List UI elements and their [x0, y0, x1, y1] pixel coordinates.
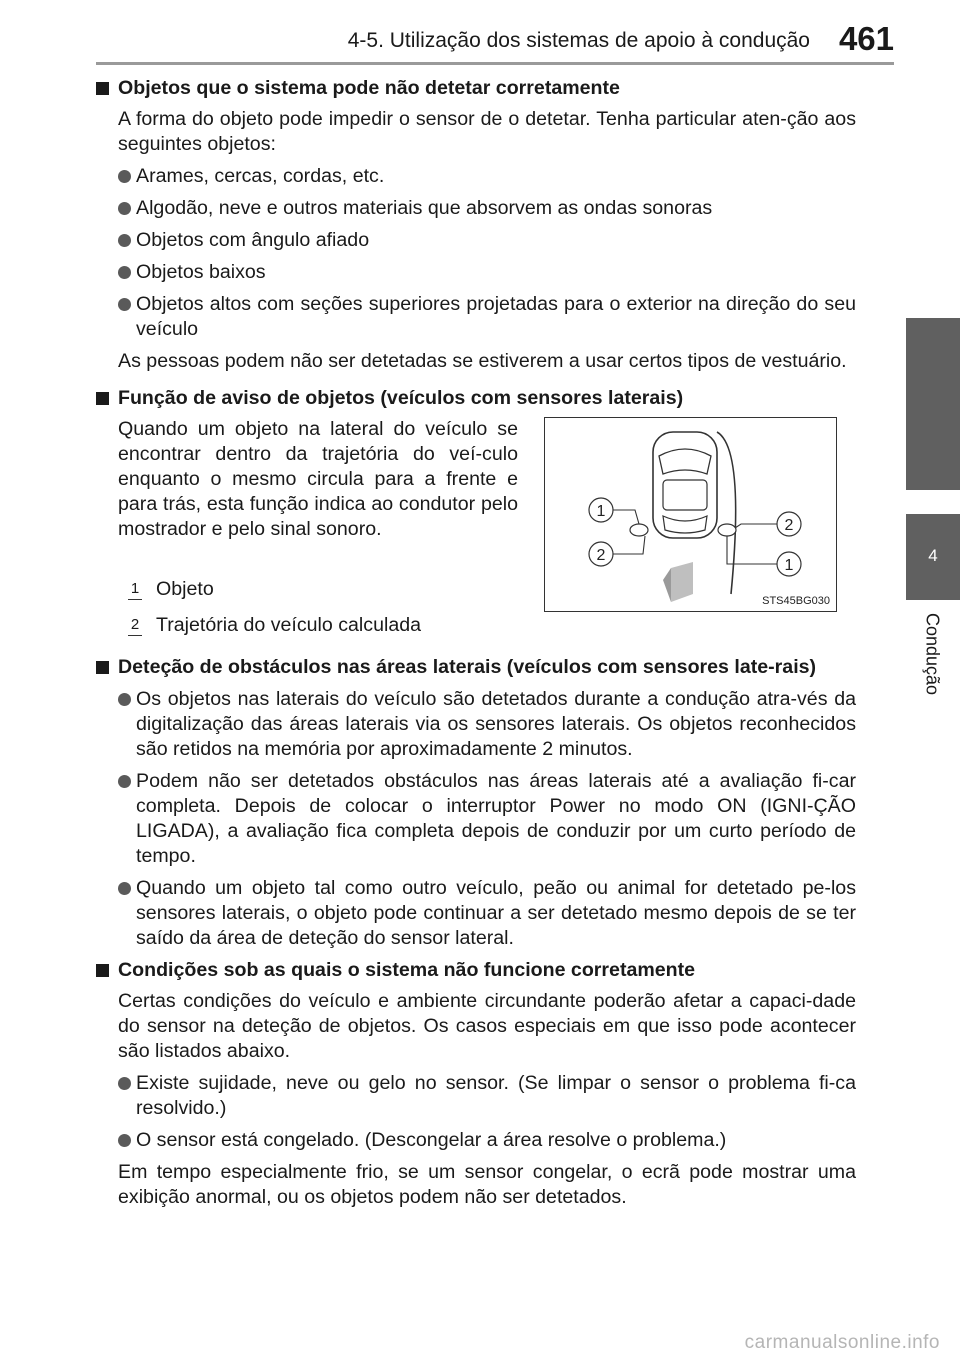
square-bullet-icon: [96, 661, 109, 674]
callout-1-left-label: 1: [596, 503, 606, 520]
callout-1-left-leader: [613, 510, 639, 524]
chapter-number: 4: [928, 546, 938, 565]
legend-label: Objeto: [156, 578, 214, 600]
legend-item: [128, 577, 214, 602]
square-bullet-icon: [96, 82, 109, 95]
page-content: [96, 76, 856, 1210]
circle-bullet-icon: [118, 775, 131, 788]
paragraph: Quando um objeto na lateral do veículo se encontrar dentro da trajetória do veí-culo enquanto o mesmo circula para a frente e para trás, esta função indica ao condutor pelo mostrador e pelo sinal sonoro.: [118, 418, 518, 540]
callout-2-right-leader: [735, 524, 777, 528]
header-rule: [96, 62, 894, 65]
trajectory-line: [717, 432, 736, 594]
circle-bullet-icon: [118, 298, 131, 311]
page-number: 461: [838, 20, 894, 57]
legend-number: 1: [128, 579, 142, 600]
section-title: 4-5. Utilização dos sistemas de apoio à condução: [347, 29, 810, 52]
circle-bullet-icon: [118, 693, 131, 706]
windshield-icon: [659, 449, 711, 474]
square-bullet-icon: [96, 964, 109, 977]
figure-text: [118, 417, 518, 636]
list-item: Existe sujidade, neve ou gelo no sensor. (Se limpar o sensor o problema fi-ca resolvido.): [96, 1071, 856, 1121]
paragraph: Em tempo especialmente frio, se um sensor congelar, o ecrã pode mostrar uma exibição anormal, ou os objetos podem não ser detetados.: [118, 1161, 856, 1208]
chapter-label-box: [918, 604, 946, 704]
section-heading: Objetos que o sistema pode não detetar corretamente: [96, 76, 856, 101]
legend-label: Trajetória do veículo calculada: [156, 614, 422, 636]
circle-bullet-icon: [118, 234, 131, 247]
list-item: Objetos altos com seções superiores projetadas para o exterior na direção do seu veículo: [96, 292, 856, 342]
paragraph: As pessoas podem não ser detetadas se estiverem a usar certos tipos de vestuário.: [118, 350, 847, 372]
chapter-label: Condução: [922, 612, 943, 696]
legend-number: 2: [128, 615, 142, 636]
figure-code: STS45BG030: [762, 595, 830, 607]
circle-bullet-icon: [118, 882, 131, 895]
callout-2-left-leader: [613, 536, 645, 554]
callout-1-right-label: 1: [784, 557, 794, 574]
legend-item: [128, 613, 421, 638]
section-heading: Função de aviso de objetos (veículos com sensores laterais): [96, 386, 856, 411]
section-heading: Deteção de obstáculos nas áreas laterais (veículos com sensores late-rais): [96, 655, 856, 680]
list-item: Os objetos nas laterais do veículo são detetados durante a condução atra-vés da digitalização das áreas laterais via os sensores laterais. Os objetos reconhecidos são retidos na memória por aproximadamente 2 minutos.: [96, 687, 856, 762]
list-item: Podem não ser detetados obstáculos nas áreas laterais até a avaliação fi-car completa. Depois de colocar o interruptor Power no modo ON (IGNI-ÇÃO LIGADA), a avaliação fica completa depois de conduzir por um curto período de tempo.: [96, 769, 856, 869]
watermark: carmanualsonline.info: [744, 1332, 940, 1353]
direction-arrow-icon: [671, 562, 693, 602]
list-item: Objetos baixos: [96, 260, 856, 285]
circle-bullet-icon: [118, 1077, 131, 1090]
callout-2-right-label: 2: [784, 517, 794, 534]
sensor-right-icon: [718, 524, 736, 536]
roof-icon: [663, 480, 707, 510]
circle-bullet-icon: [118, 1134, 131, 1147]
figure-row: [96, 417, 856, 655]
circle-bullet-icon: [118, 202, 131, 215]
sensor-left-icon: [630, 524, 648, 536]
circle-bullet-icon: [118, 170, 131, 183]
callout-2-left-label: 2: [596, 547, 606, 564]
list-item: O sensor está congelado. (Descongelar a área resolve o problema.): [96, 1128, 856, 1153]
paragraph: A forma do objeto pode impedir o sensor de o detetar. Tenha particular aten-ção aos seguintes objetos:: [118, 108, 856, 155]
side-tab-upper: [906, 318, 960, 490]
arrow-head-icon: [663, 568, 671, 602]
list-item: Objetos com ângulo afiado: [96, 228, 856, 253]
chapter-tab: [906, 514, 960, 600]
page-header: [0, 0, 960, 66]
list-item: Algodão, neve e outros materiais que absorvem as ondas sonoras: [96, 196, 856, 221]
vehicle-sensor-figure: [544, 417, 837, 612]
paragraph: Certas condições do veículo e ambiente circundante poderão afetar a capaci-dade do sensor na deteção de objetos. Os casos especiais em que isso pode acontecer são listados abaixo.: [118, 990, 856, 1062]
vehicle-sensor-diagram: [545, 418, 836, 611]
square-bullet-icon: [96, 392, 109, 405]
list-item: Quando um objeto tal como outro veículo, peão ou animal for detetado pe-los sensores laterais, o objeto pode continuar a ser detetado mesmo depois de se ter saído da área de deteção do sensor lateral.: [96, 876, 856, 951]
circle-bullet-icon: [118, 266, 131, 279]
section-heading: Condições sob as quais o sistema não funcione corretamente: [96, 958, 856, 983]
list-item: Arames, cercas, cordas, etc.: [96, 164, 856, 189]
